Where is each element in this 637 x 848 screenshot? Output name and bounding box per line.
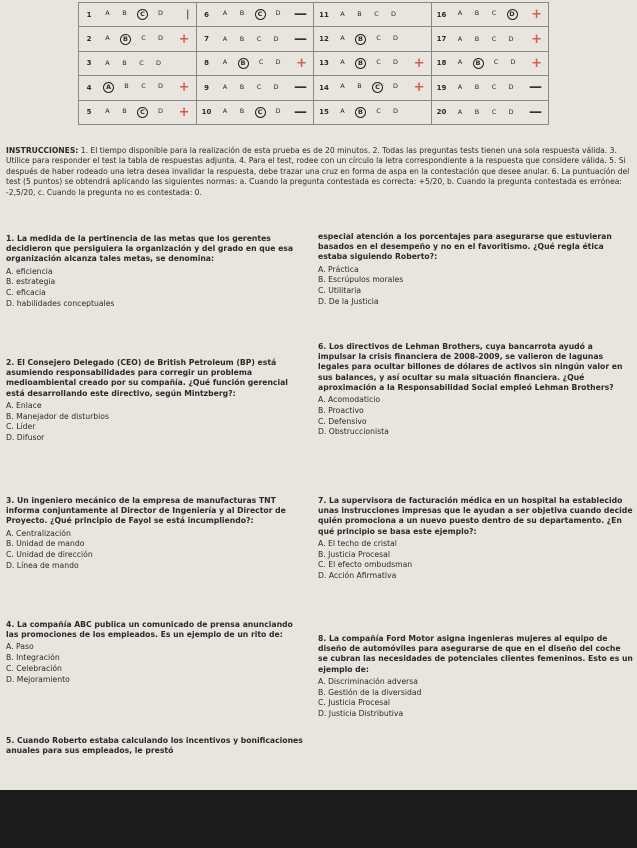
grading-mark: + xyxy=(178,80,190,96)
answer-option[interactable]: C xyxy=(258,57,264,66)
answer-option[interactable]: B xyxy=(474,83,480,92)
choice[interactable]: A. Paso xyxy=(6,642,34,652)
question-6 xyxy=(318,342,633,438)
choice[interactable]: A. Práctica xyxy=(318,264,359,274)
answer-option[interactable]: D xyxy=(157,33,163,42)
answer-option[interactable]: C xyxy=(256,83,262,92)
answer-option[interactable]: C xyxy=(376,33,381,42)
answer-option[interactable]: D xyxy=(155,58,161,67)
answer-cell xyxy=(432,101,550,125)
choice[interactable]: B. Escrúpulos morales xyxy=(318,275,404,285)
choice[interactable]: D. Difusor xyxy=(6,433,45,443)
choice[interactable]: B. Proactivo xyxy=(318,405,364,415)
answer-cell xyxy=(79,27,197,51)
circled-option[interactable]: C xyxy=(255,9,266,20)
question-1 xyxy=(6,234,306,310)
answer-option[interactable]: C xyxy=(491,34,497,43)
question-stem: 1. La medida de la pertinencia de las metas que los gerentes decidieron que persiguiera la organización y del grado en que esa organización alcanza tales metas, se denomina: xyxy=(6,234,294,264)
answer-option[interactable]: B xyxy=(239,9,245,18)
circled-option[interactable]: B xyxy=(473,58,484,69)
answer-option[interactable]: C xyxy=(491,107,497,116)
answer-cell xyxy=(197,101,315,125)
circled-option[interactable]: B xyxy=(355,58,366,69)
answer-cell xyxy=(432,76,550,100)
answer-option[interactable]: A xyxy=(222,57,228,66)
choice[interactable]: D. Mejoramiento xyxy=(6,674,70,684)
grading-mark: + xyxy=(413,80,425,96)
answer-option[interactable]: A xyxy=(340,106,345,115)
question-number: 12 xyxy=(319,35,329,44)
answer-option[interactable]: D xyxy=(157,82,163,91)
answer-option[interactable]: B xyxy=(239,34,245,43)
instructions xyxy=(6,146,631,198)
answer-option[interactable]: D xyxy=(275,106,281,115)
answer-option[interactable]: B xyxy=(239,106,245,115)
answer-option[interactable]: C xyxy=(376,57,381,66)
answer-option[interactable]: B xyxy=(122,106,127,115)
answer-cell xyxy=(79,76,197,100)
question-number: 15 xyxy=(319,108,329,117)
answer-option[interactable]: B xyxy=(239,83,245,92)
answer-option[interactable]: D xyxy=(157,106,163,115)
choice[interactable]: A. Acomodaticio xyxy=(318,395,381,405)
answer-option[interactable]: A xyxy=(457,107,463,116)
answer-option[interactable]: A xyxy=(457,83,463,92)
question-2 xyxy=(6,358,306,444)
choice[interactable]: A. El techo de cristal xyxy=(318,538,397,548)
choice[interactable]: A. Enlace xyxy=(6,400,42,410)
question-5 xyxy=(6,736,306,756)
answer-cell xyxy=(314,76,432,100)
question-number: 11 xyxy=(319,10,329,19)
question-number: 7 xyxy=(204,35,209,44)
answer-option[interactable]: D xyxy=(157,9,163,18)
answer-grid xyxy=(78,2,549,125)
question-number: 13 xyxy=(319,59,329,68)
question-7 xyxy=(318,496,633,582)
answer-option[interactable]: B xyxy=(474,34,480,43)
circled-option[interactable]: C xyxy=(372,82,383,93)
answer-cell xyxy=(197,3,315,27)
answer-option[interactable]: A xyxy=(340,10,345,19)
choice[interactable]: C. Unidad de dirección xyxy=(6,550,93,560)
grading-mark: + xyxy=(178,31,190,47)
choice[interactable]: C. Celebración xyxy=(6,664,62,673)
answer-option[interactable]: A xyxy=(222,9,228,18)
choice[interactable]: D. Obstruccionista xyxy=(318,427,389,437)
choice[interactable]: B. Integración xyxy=(6,653,60,663)
choice[interactable]: C. Defensivo xyxy=(318,416,367,426)
circled-option[interactable]: B xyxy=(120,34,131,45)
grading-mark: + xyxy=(413,55,425,71)
question-number: 6 xyxy=(204,10,209,19)
question-stem: 6. Los directivos de Lehman Brothers, cuya bancarrota ayudó a impulsar la crisis financiera de 2008-2009, se valieron de lagunas legales para ocultar billones de dólares de activos sin ningún valor en sus balances, y así ocultar su mala situación financiera. ¿Qué aproximación a la Responsabilidad Social empleó Lehman Brothers? xyxy=(318,342,623,392)
grading-mark: + xyxy=(296,55,307,71)
choice[interactable]: D. Línea de mando xyxy=(6,561,79,570)
grading-mark: + xyxy=(531,55,542,71)
answer-cell xyxy=(197,76,315,100)
question-number: 18 xyxy=(436,59,447,68)
question-8 xyxy=(318,634,633,720)
choice[interactable]: B. Gestión de la diversidad xyxy=(318,687,422,697)
choice[interactable]: C. eficacia xyxy=(6,288,46,298)
question-stem: 2. El Consejero Delegado (CEO) de British Petroleum (BP) está asumiendo responsabilidades para corregir un problema medioambiental creado por su compañía. ¿Qué función gerencial está desarrollando este directivo, según Mintzberg?: xyxy=(6,358,288,398)
instructions-text: 1. El tiempo disponible para la realización de esta prueba es de 20 minutos. 2. Todas las preguntas tests tienen una sola respuesta válida. 3. Utilice para responder el test la tabla de respuestas adjunta. 4. Para el test, rodee con un círculo la letra correspondiente a la respuesta que considere válida. 5. Si después de haber rodeado una letra desea invalidar la respuesta, debe trazar una cruz en forma de aspa en la contestación que desee anular. 6. La puntuación del test (5 puntos) se obtendrá aplicando las siguientes normas: a. Cuando la pregunta contestada es correcta: +5/20, b. Cuando la pregunta contestada es errónea: -2,5/20, c. Cuando la pregunta no es contestada: 0. xyxy=(6,146,630,197)
choice[interactable]: B. Manejador de disturbios xyxy=(6,411,109,421)
answer-option[interactable]: B xyxy=(357,82,362,91)
choice[interactable]: A. eficiencia xyxy=(6,266,53,276)
question-number: 20 xyxy=(436,108,447,117)
answer-option[interactable]: A xyxy=(222,83,228,92)
question-3 xyxy=(6,496,306,572)
choice[interactable]: D. De la Justicia xyxy=(318,297,379,306)
grading-mark: — xyxy=(294,31,307,47)
answer-option[interactable]: C xyxy=(376,106,381,115)
answer-option[interactable]: D xyxy=(392,33,398,42)
answer-option[interactable]: D xyxy=(392,82,398,91)
answer-option[interactable]: A xyxy=(457,9,463,18)
answer-option[interactable]: C xyxy=(491,83,497,92)
circled-option[interactable]: A xyxy=(103,82,114,93)
answer-option[interactable]: D xyxy=(275,9,281,18)
grading-mark: + xyxy=(531,7,542,23)
question-stem: 3. Un ingeniero mecánico de la empresa de manufacturas TNT informa conjuntamente al Director de Ingeniería y al Director de Proyecto. ¿Qué principio de Fayol se está incumpliendo?: xyxy=(6,496,286,526)
question-number: 19 xyxy=(436,83,447,92)
answer-option[interactable]: A xyxy=(340,33,345,42)
answer-option[interactable]: C xyxy=(141,82,146,91)
answer-option[interactable]: B xyxy=(474,107,480,116)
question-5-continued xyxy=(318,232,633,308)
answer-option[interactable]: C xyxy=(256,34,262,43)
question-number: 10 xyxy=(201,108,212,117)
answer-option[interactable]: A xyxy=(457,34,463,43)
answer-option[interactable]: D xyxy=(392,57,398,66)
question-number: 2 xyxy=(86,35,92,44)
grading-mark: | xyxy=(185,9,190,21)
answer-option[interactable]: C xyxy=(493,57,499,66)
question-stem: 7. La supervisora de facturación médica en un hospital ha establecido unas instrucciones impresas que le ayudan a ser objetiva cuando decide quién promociona a un nuevo puesto dentro de su departamento. ¿En qué principio se basa este ejemplo?: xyxy=(318,496,633,536)
answer-option[interactable]: A xyxy=(222,34,228,43)
answer-option[interactable]: D xyxy=(273,34,279,43)
answer-option[interactable]: D xyxy=(392,106,398,115)
choice[interactable]: B. Unidad de mando xyxy=(6,539,85,549)
answer-option[interactable]: A xyxy=(222,106,228,115)
answer-cell xyxy=(432,3,550,27)
answer-cell xyxy=(314,27,432,51)
choice[interactable]: D. habilidades conceptuales xyxy=(6,299,115,308)
answer-option[interactable]: D xyxy=(510,57,516,66)
grading-mark: — xyxy=(294,104,307,120)
choice[interactable]: C. Utilitaria xyxy=(318,286,362,296)
answer-option[interactable]: C xyxy=(491,9,497,18)
answer-cell xyxy=(79,3,197,27)
answer-option[interactable]: A xyxy=(340,82,345,91)
question-stem: especial atención a los porcentajes para asegurarse que estuvieran basados en el desempeño y no en el favoritismo. ¿Qué regla ética estaba siguiendo Roberto?: xyxy=(318,232,612,262)
answer-option[interactable]: D xyxy=(508,107,514,116)
answer-option[interactable]: A xyxy=(105,33,110,42)
bottom-shadow xyxy=(0,790,637,848)
answer-option[interactable]: A xyxy=(105,9,110,18)
choice[interactable]: C. Justicia Procesal xyxy=(318,698,391,708)
circled-option[interactable]: C xyxy=(137,9,148,20)
instructions-label: INSTRUCCIONES: xyxy=(6,146,79,155)
answer-option[interactable]: B xyxy=(357,10,362,19)
answer-cell xyxy=(79,52,197,76)
circled-option[interactable]: B xyxy=(355,34,366,45)
answer-option[interactable]: C xyxy=(139,58,144,67)
question-number: 14 xyxy=(319,83,329,92)
question-stem: 8. La compañía Ford Motor asigna ingenieras mujeres al equipo de diseño de automóviles para asegurarse de que en el diseño del coche se cubran las necesidades de potenciales clientes femeninos. Esto es un ejemplo de: xyxy=(318,634,633,674)
choice[interactable]: D. Justicia Distributiva xyxy=(318,709,404,719)
circled-option[interactable]: C xyxy=(137,107,148,118)
question-number: 9 xyxy=(204,83,209,92)
grading-mark: + xyxy=(531,31,542,47)
answer-cell xyxy=(314,3,432,27)
grading-mark: — xyxy=(529,104,542,120)
choice[interactable]: B. Justicia Procesal xyxy=(318,549,390,559)
answer-cell xyxy=(314,101,432,125)
question-number: 17 xyxy=(436,35,447,44)
question-number: 4 xyxy=(86,83,92,92)
answer-option[interactable]: B xyxy=(122,9,127,18)
answer-option[interactable]: C xyxy=(141,33,146,42)
choice[interactable]: C. Líder xyxy=(6,422,36,432)
answer-option[interactable]: D xyxy=(390,10,396,19)
circled-option[interactable]: D xyxy=(507,9,518,20)
circled-option[interactable]: C xyxy=(255,107,266,118)
answer-cell xyxy=(197,27,315,51)
question-number: 8 xyxy=(204,59,209,68)
question-number: 3 xyxy=(86,59,92,68)
question-stem: 5. Cuando Roberto estaba calculando los incentivos y bonificaciones anuales para sus empleados, le prestó xyxy=(6,736,303,756)
answer-option[interactable]: C xyxy=(374,10,379,19)
answer-option[interactable]: A xyxy=(457,57,463,66)
choice[interactable]: C. El efecto ombudsman xyxy=(318,560,413,570)
choice[interactable]: A. Centralización xyxy=(6,528,71,538)
grading-mark: — xyxy=(294,7,307,23)
question-4 xyxy=(6,620,306,686)
answer-option[interactable]: B xyxy=(474,9,480,18)
question-number: 5 xyxy=(86,108,92,117)
answer-option[interactable]: A xyxy=(105,106,110,115)
choice[interactable]: D. Acción Afirmativa xyxy=(318,571,397,581)
circled-option[interactable]: B xyxy=(238,58,249,69)
answer-cell xyxy=(432,27,550,51)
grading-mark: + xyxy=(178,104,190,120)
answer-option[interactable]: A xyxy=(105,58,110,67)
choice[interactable]: A. Discriminación adversa xyxy=(318,676,418,686)
grading-mark: — xyxy=(529,80,542,96)
question-stem: 4. La compañía ABC publica un comunicado de prensa anunciando las promociones de los empleados. Es un ejemplo de un rito de: xyxy=(6,620,293,640)
circled-option[interactable]: B xyxy=(355,107,366,118)
answer-option[interactable]: D xyxy=(275,57,281,66)
answer-option[interactable]: B xyxy=(124,82,129,91)
question-number: 1 xyxy=(86,10,92,19)
answer-option[interactable]: D xyxy=(508,34,514,43)
answer-cell xyxy=(432,52,550,76)
answer-option[interactable]: A xyxy=(340,57,345,66)
grading-mark: — xyxy=(294,80,307,96)
answer-option[interactable]: D xyxy=(273,83,279,92)
answer-option[interactable]: B xyxy=(122,58,127,67)
answer-cell xyxy=(314,52,432,76)
question-number: 16 xyxy=(436,10,447,19)
choice[interactable]: B. estrategia xyxy=(6,277,56,287)
answer-cell xyxy=(79,101,197,125)
answer-cell xyxy=(197,52,315,76)
answer-option[interactable]: D xyxy=(508,83,514,92)
